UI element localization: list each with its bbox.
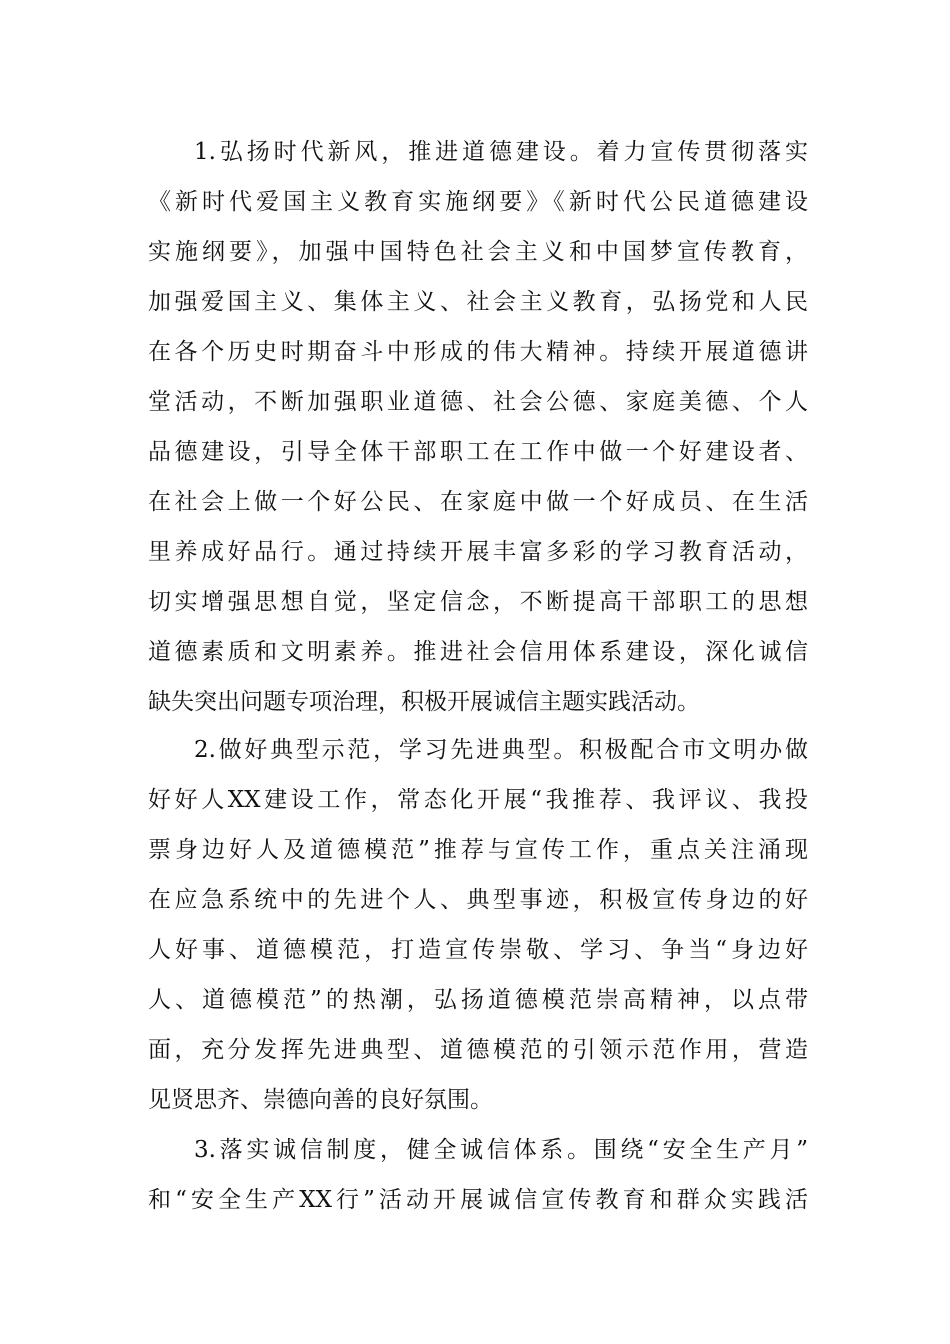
paragraph-1-line: 在各个历史时期奋斗中形成的伟大精神。持续开展道德讲 xyxy=(148,339,808,365)
paragraph-1-line: 在社会上做一个好公民、在家庭中做一个好成员、在生活 xyxy=(148,489,808,515)
paragraph-2-line: 在应急系统中的先进个人、典型事迹，积极宣传身边的好 xyxy=(148,887,808,913)
paragraph-1-line: 里养成好品行。通过持续开展丰富多彩的学习教育活动， xyxy=(148,539,808,565)
paragraph-2-line: 2.做好典型示范，学习先进典型。积极配合市文明办做 xyxy=(194,737,808,763)
paragraph-2-line: 面，充分发挥先进典型、道德模范的引领示范作用，营造 xyxy=(148,1037,808,1063)
paragraph-1-line: 加强爱国主义、集体主义、社会主义教育，弘扬党和人民 xyxy=(148,289,808,315)
paragraph-1-line: 1.弘扬时代新风，推进道德建设。着力宣传贯彻落实 xyxy=(194,139,808,165)
paragraph-3-line: 3.落实诚信制度，健全诚信体系。围绕“安全生产月” xyxy=(194,1137,808,1163)
paragraph-2-line: 票身边好人及道德模范”推荐与宣传工作，重点关注涌现 xyxy=(148,837,808,863)
paragraph-1-line: 道德素质和文明素养。推进社会信用体系建设，深化诚信 xyxy=(148,639,808,665)
paragraph-1-line: 堂活动，不断加强职业道德、社会公德、家庭美德、个人 xyxy=(148,389,808,415)
paragraph-1-line: 切实增强思想自觉，坚定信念，不断提高干部职工的思想 xyxy=(148,589,808,615)
paragraph-2-line: 好好人XX建设工作，常态化开展“我推荐、我评议、我投 xyxy=(148,787,808,813)
paragraph-2-line: 人、道德模范”的热潮，弘扬道德模范崇高精神，以点带 xyxy=(148,987,808,1013)
paragraph-2-line: 人好事、道德模范，打造宣传崇敬、学习、争当“身边好 xyxy=(148,937,808,963)
paragraph-1-line: 实施纲要》，加强中国特色社会主义和中国梦宣传教育， xyxy=(148,239,808,265)
paragraph-1-line: 《新时代爱国主义教育实施纲要》《新时代公民道德建设 xyxy=(148,189,808,215)
paragraph-1-line: 缺失突出问题专项治理，积极开展诚信主题实践活动。 xyxy=(148,689,700,715)
paragraph-3-line: 和“安全生产XX行”活动开展诚信宣传教育和群众实践活 xyxy=(148,1187,808,1213)
paragraph-2-line: 见贤思齐、崇德向善的良好氛围。 xyxy=(148,1087,493,1113)
paragraph-1-line: 品德建设，引导全体干部职工在工作中做一个好建设者、 xyxy=(148,439,808,465)
